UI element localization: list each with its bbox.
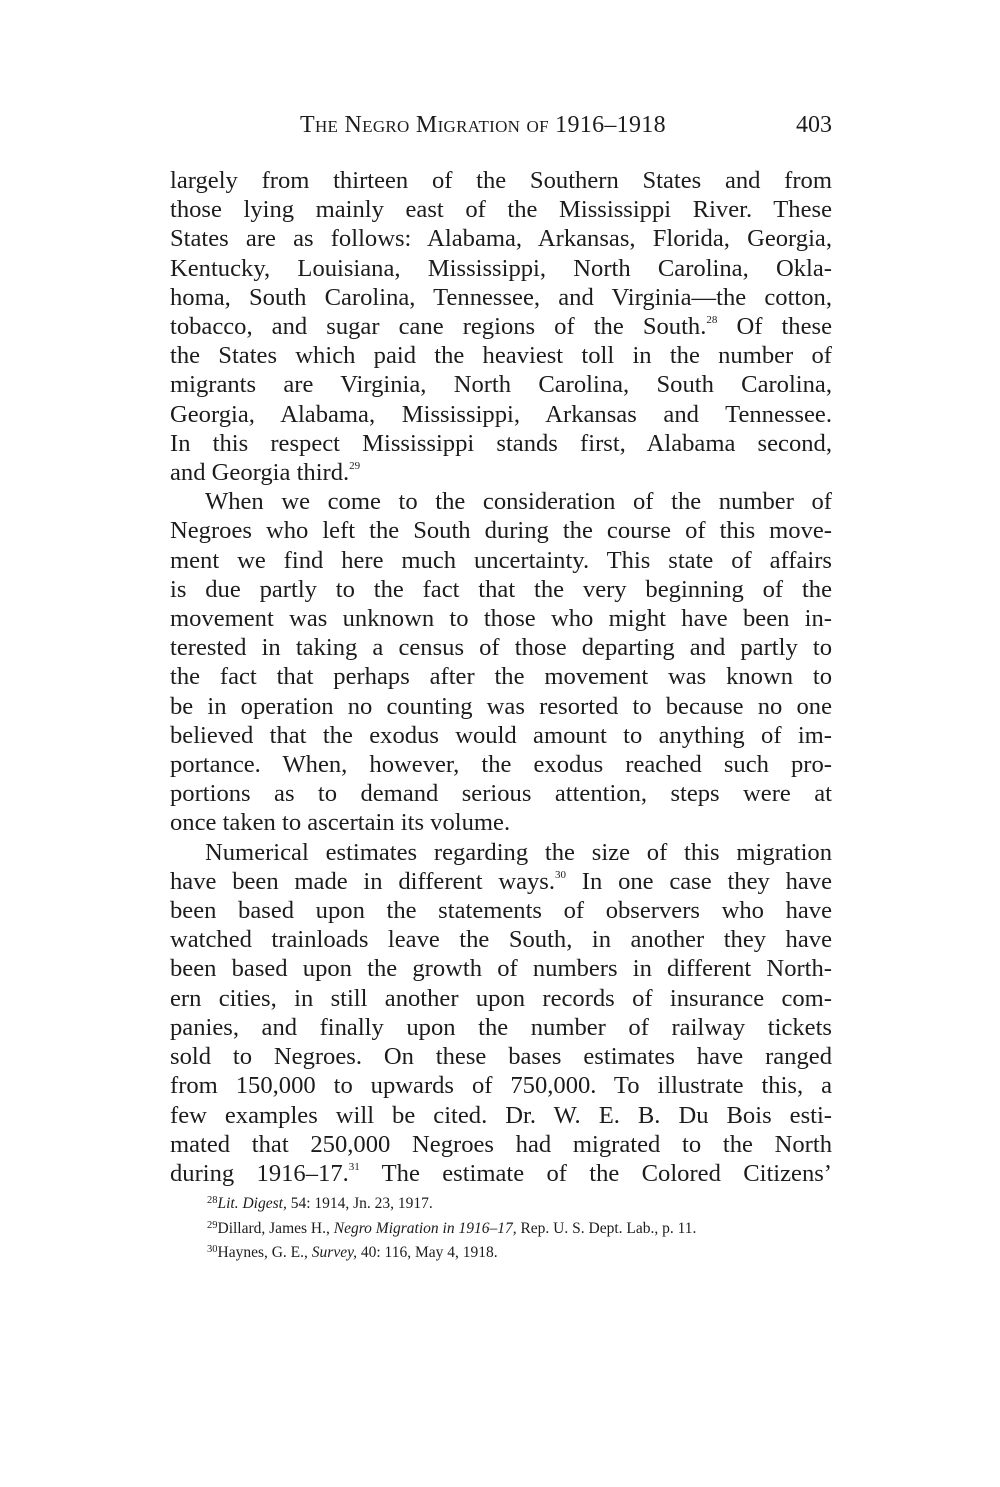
text-line: be in operation no counting was resorted to because no one bbox=[170, 692, 832, 720]
body-text bbox=[170, 166, 832, 1188]
text-line: portance. When, however, the exodus reached such pro- bbox=[170, 751, 832, 779]
text-line: is due partly to the fact that the very beginning of the bbox=[170, 575, 832, 603]
footnote-detail: 54: 1914, Jn. 23, 1917. bbox=[286, 1195, 433, 1212]
text-line: movement was unknown to those who might have been in- bbox=[170, 605, 832, 633]
footnote-detail: Rep. U. S. Dept. Lab., p. 11. bbox=[516, 1219, 697, 1237]
text-segment: The estimate of the Colored Citizens’ bbox=[359, 1159, 832, 1187]
text-line: In this respect Mississippi stands first, Alabama second, bbox=[170, 429, 832, 457]
text-line: watched trainloads leave the South, in another they have bbox=[170, 926, 832, 954]
text-line: believed that the exodus would amount to anything of im- bbox=[170, 721, 832, 749]
footnote-source: Lit. Digest, bbox=[217, 1195, 287, 1212]
text-line: ment we find here much uncertainty. This state of affairs bbox=[170, 546, 832, 574]
text-line bbox=[170, 1159, 832, 1188]
paragraph-3 bbox=[170, 838, 832, 1188]
footnote-source: Negro Migration in 1916–17, bbox=[333, 1219, 517, 1237]
page-number: 403 bbox=[796, 112, 832, 138]
text-line: Georgia, Alabama, Mississippi, Arkansas and Tennessee. bbox=[170, 400, 832, 428]
text-line: sold to Negroes. On these bases estimates have ranged bbox=[170, 1043, 832, 1071]
text-segment: In one case they have bbox=[566, 867, 832, 895]
text-line: homa, South Carolina, Tennessee, and Virginia—the cotton, bbox=[170, 283, 832, 311]
footnote-number: 28 bbox=[207, 1195, 218, 1206]
text-line: States are as follows: Alabama, Arkansas, Florida, Georgia, bbox=[170, 225, 832, 253]
text-line: from 150,000 to upwards of 750,000. To illustrate this, a bbox=[170, 1072, 832, 1100]
footnote-ref-31: 31 bbox=[348, 1160, 360, 1173]
text-line: terested in taking a census of those departing and partly to bbox=[170, 634, 832, 662]
text-line: Negroes who left the South during the course of this move- bbox=[170, 517, 832, 545]
footnote-28 bbox=[170, 1190, 832, 1215]
text-line: When we come to the consideration of the number of bbox=[205, 488, 832, 516]
footnote-30 bbox=[170, 1239, 832, 1264]
text-segment: and Georgia third. bbox=[170, 459, 350, 487]
running-head: The Negro Migration of 1916–1918 bbox=[300, 112, 666, 138]
text-line: few examples will be cited. Dr. W. E. B. Du Bois esti- bbox=[170, 1101, 832, 1129]
footnote-number: 29 bbox=[207, 1219, 218, 1231]
footnote-ref-28: 28 bbox=[706, 314, 718, 327]
text-line bbox=[170, 312, 832, 341]
text-segment: have been made in different ways. bbox=[170, 867, 556, 895]
text-line: panies, and finally upon the number of railway tickets bbox=[170, 1013, 832, 1041]
text-segment: during 1916–17. bbox=[170, 1159, 349, 1187]
text-line: Kentucky, Louisiana, Mississippi, North Carolina, Okla- bbox=[170, 254, 832, 282]
text-line: migrants are Virginia, North Carolina, South Carolina, bbox=[170, 371, 832, 399]
footnote-ref-30: 30 bbox=[555, 868, 567, 881]
text-line bbox=[170, 458, 832, 487]
footnotes bbox=[170, 1190, 832, 1264]
text-line: ern cities, in still another upon records of insurance com- bbox=[170, 984, 832, 1012]
paragraph-1 bbox=[170, 166, 832, 487]
text-segment: tobacco, and sugar cane regions of the South. bbox=[170, 313, 707, 341]
text-line bbox=[170, 867, 832, 896]
page-header bbox=[170, 112, 832, 146]
footnote-ref-29: 29 bbox=[349, 460, 361, 473]
text-line: been based upon the statements of observers who have bbox=[170, 897, 832, 925]
text-line: those lying mainly east of the Mississippi River. These bbox=[170, 196, 832, 224]
text-line: the fact that perhaps after the movement was known to bbox=[170, 663, 832, 691]
text-line: the States which paid the heaviest toll in the number of bbox=[170, 342, 832, 370]
text-line: portions as to demand serious attention, steps were at bbox=[170, 780, 832, 808]
footnote-29 bbox=[170, 1215, 832, 1240]
text-line: largely from thirteen of the Southern States and from bbox=[170, 167, 832, 194]
footnote-author: Haynes, G. E., bbox=[217, 1244, 312, 1261]
text-line: once taken to ascertain its volume. bbox=[170, 809, 511, 837]
footnote-source: Survey, bbox=[311, 1244, 357, 1261]
text-segment: Of these bbox=[717, 313, 833, 341]
text-line: mated that 250,000 Negroes had migrated to the North bbox=[170, 1130, 832, 1158]
footnote-detail: 40: 116, May 4, 1918. bbox=[356, 1244, 498, 1261]
paragraph-2 bbox=[170, 487, 832, 837]
text-line: been based upon the growth of numbers in different North- bbox=[170, 955, 832, 983]
text-line: Numerical estimates regarding the size of this migration bbox=[205, 838, 832, 866]
footnote-author: Dillard, James H., bbox=[217, 1219, 334, 1237]
footnote-number: 30 bbox=[207, 1244, 218, 1255]
